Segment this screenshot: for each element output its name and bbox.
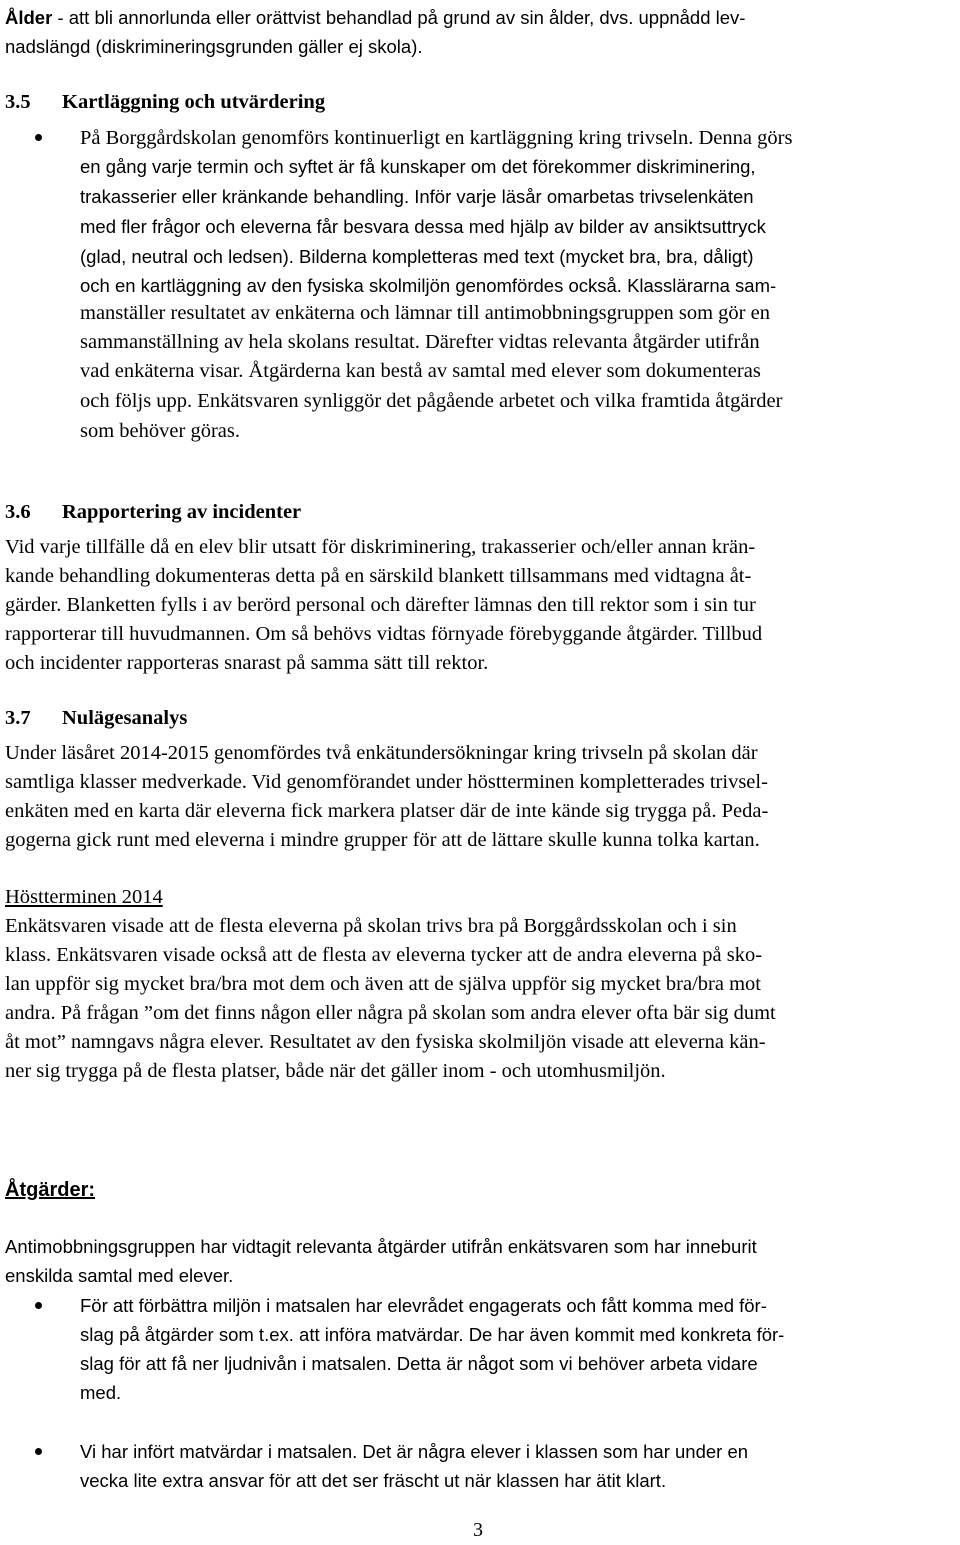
s35-line-8: vad enkäterna visar. Åtgärderna kan bestå av samtal med elever som dokumenteras [80,360,761,382]
atgarder-heading: Åtgärder: [5,1179,96,1201]
section-3-5-title: Kartläggning och utvärdering [62,91,326,113]
section-3-7-title: Nulägesanalys [62,707,188,729]
section-3-6-title: Rapportering av incidenter [62,501,302,523]
s37-line-0: Under läsåret 2014-2015 genomfördes två enkätundersökningar kring trivseln på skolan där [5,742,758,764]
bullet-icon [35,1448,42,1455]
s35-line-1: en gång varje termin och syftet är få kunskaper om det förekommer diskriminering, [80,156,756,177]
ht2014-line-2: lan uppför sig mycket bra/bra mot dem och även att de själva uppför sig mycket bra/bra mot [5,973,761,995]
s37-line-3: gogerna gick runt med eleverna i mindre grupper för att de lättare skulle kunna tolka kartan. [5,829,760,851]
s37-line-2: enkäten med en karta där eleverna fick markera platser där de inte kände sig trygga på. Peda- [5,800,769,822]
ht2014-heading: Höstterminen 2014 [5,886,163,908]
bullet-icon [35,134,42,141]
s35-line-6: manställer resultatet av enkäterna och lämnar till antimobbningsgruppen som gör en [80,302,770,324]
atgarder-intro-line-0: Antimobbningsgruppen har vidtagit relevanta åtgärder utifrån enkätsvaren som har inneburit [5,1236,757,1257]
intro-term: Ålder [5,7,53,28]
page-number: 3 [473,1519,483,1541]
s35-line-7: sammanställning av hela skolans resultat. Därefter vidtas relevanta åtgärder utifrån [80,331,760,353]
s35-line-2: trakasserier eller kränkande behandling. Inför varje läsår omarbetas trivselenkäten [80,186,754,207]
ht2014-line-3: andra. På frågan ”om det finns någon eller några på skolan som andra elever ofta bär sig dumt [5,1002,776,1024]
ht2014-line-0: Enkätsvaren visade att de flesta eleverna på skolan trivs bra på Borggårdsskolan och i sin [5,915,737,937]
s36-line-2: gärder. Blanketten fylls i av berörd personal och därefter lämnas den till rektor som i sin tur [5,594,756,616]
atgarder-bullet2-line-1: vecka lite extra ansvar för att det ser fräscht ut när klassen har ätit klart. [80,1470,667,1491]
atgarder-bullet1-line-3: med. [80,1382,122,1403]
atgarder-bullet1-line-0: För att förbättra miljön i matsalen har elevrådet engagerats och fått komma med för- [80,1295,767,1316]
s35-line-3: med fler frågor och eleverna får besvara dessa med hjälp av bilder av ansiktsuttryck [80,216,766,237]
intro-line-1-rest: - att bli annorlunda eller orättvist behandlad på grund av sin ålder, dvs. uppnådd lev- [52,7,746,28]
intro-line-1 [5,4,745,32]
atgarder-bullet1-line-2: slag för att få ner ljudnivån i matsalen. Detta är något som vi behöver arbeta vidare [80,1353,758,1374]
s36-line-4: och incidenter rapporteras snarast på samma sätt till rektor. [5,652,489,674]
s36-line-3: rapporterar till huvudmannen. Om så behövs vidtas förnyade förebyggande åtgärder. Tillbud [5,623,763,645]
atgarder-intro-line-1: enskilda samtal med elever. [5,1265,234,1286]
section-3-6-number: 3.6 [5,501,31,523]
intro-line-2: nadslängd (diskrimineringsgrunden gäller ej skola). [5,36,423,57]
section-3-7-number: 3.7 [5,707,31,729]
s36-line-1: kande behandling dokumenteras detta på en särskild blankett tillsammans med vidtagna åt- [5,565,752,587]
bullet-icon [35,1302,42,1309]
atgarder-bullet2-line-0: Vi har infört matvärdar i matsalen. Det är några elever i klassen som har under en [80,1441,749,1462]
section-3-5-number: 3.5 [5,91,31,113]
s35-line-10: som behöver göras. [80,420,240,442]
atgarder-bullet1-line-1: slag på åtgärder som t.ex. att införa matvärdar. De har även kommit med konkreta för- [80,1324,785,1345]
s37-line-1: samtliga klasser medverkade. Vid genomförandet under höstterminen kompletterades trivsel- [5,771,768,793]
s35-line-0: På Borggårdskolan genomförs kontinuerligt en kartläggning kring trivseln. Denna görs [80,127,793,149]
s35-line-5: och en kartläggning av den fysiska skolmiljön genomfördes också. Klasslärarna sam- [80,275,777,296]
s36-line-0: Vid varje tillfälle då en elev blir utsatt för diskriminering, trakasserier och/eller annan krän- [5,536,756,558]
ht2014-line-1: klass. Enkätsvaren visade också att de flesta av eleverna tycker att de andra eleverna på sko- [5,944,763,966]
s35-line-4: (glad, neutral och ledsen). Bilderna kompletteras med text (mycket bra, bra, dåligt) [80,246,754,267]
s35-line-9: och följs upp. Enkätsvaren synliggör det pågående arbetet och vilka framtida åtgärder [80,390,783,412]
ht2014-line-4: åt mot” namngavs några elever. Resultatet av den fysiska skolmiljön visade att eleverna kän- [5,1031,766,1053]
ht2014-line-5: ner sig trygga på de flesta platser, både när det gäller inom - och utomhusmiljön. [5,1060,666,1082]
